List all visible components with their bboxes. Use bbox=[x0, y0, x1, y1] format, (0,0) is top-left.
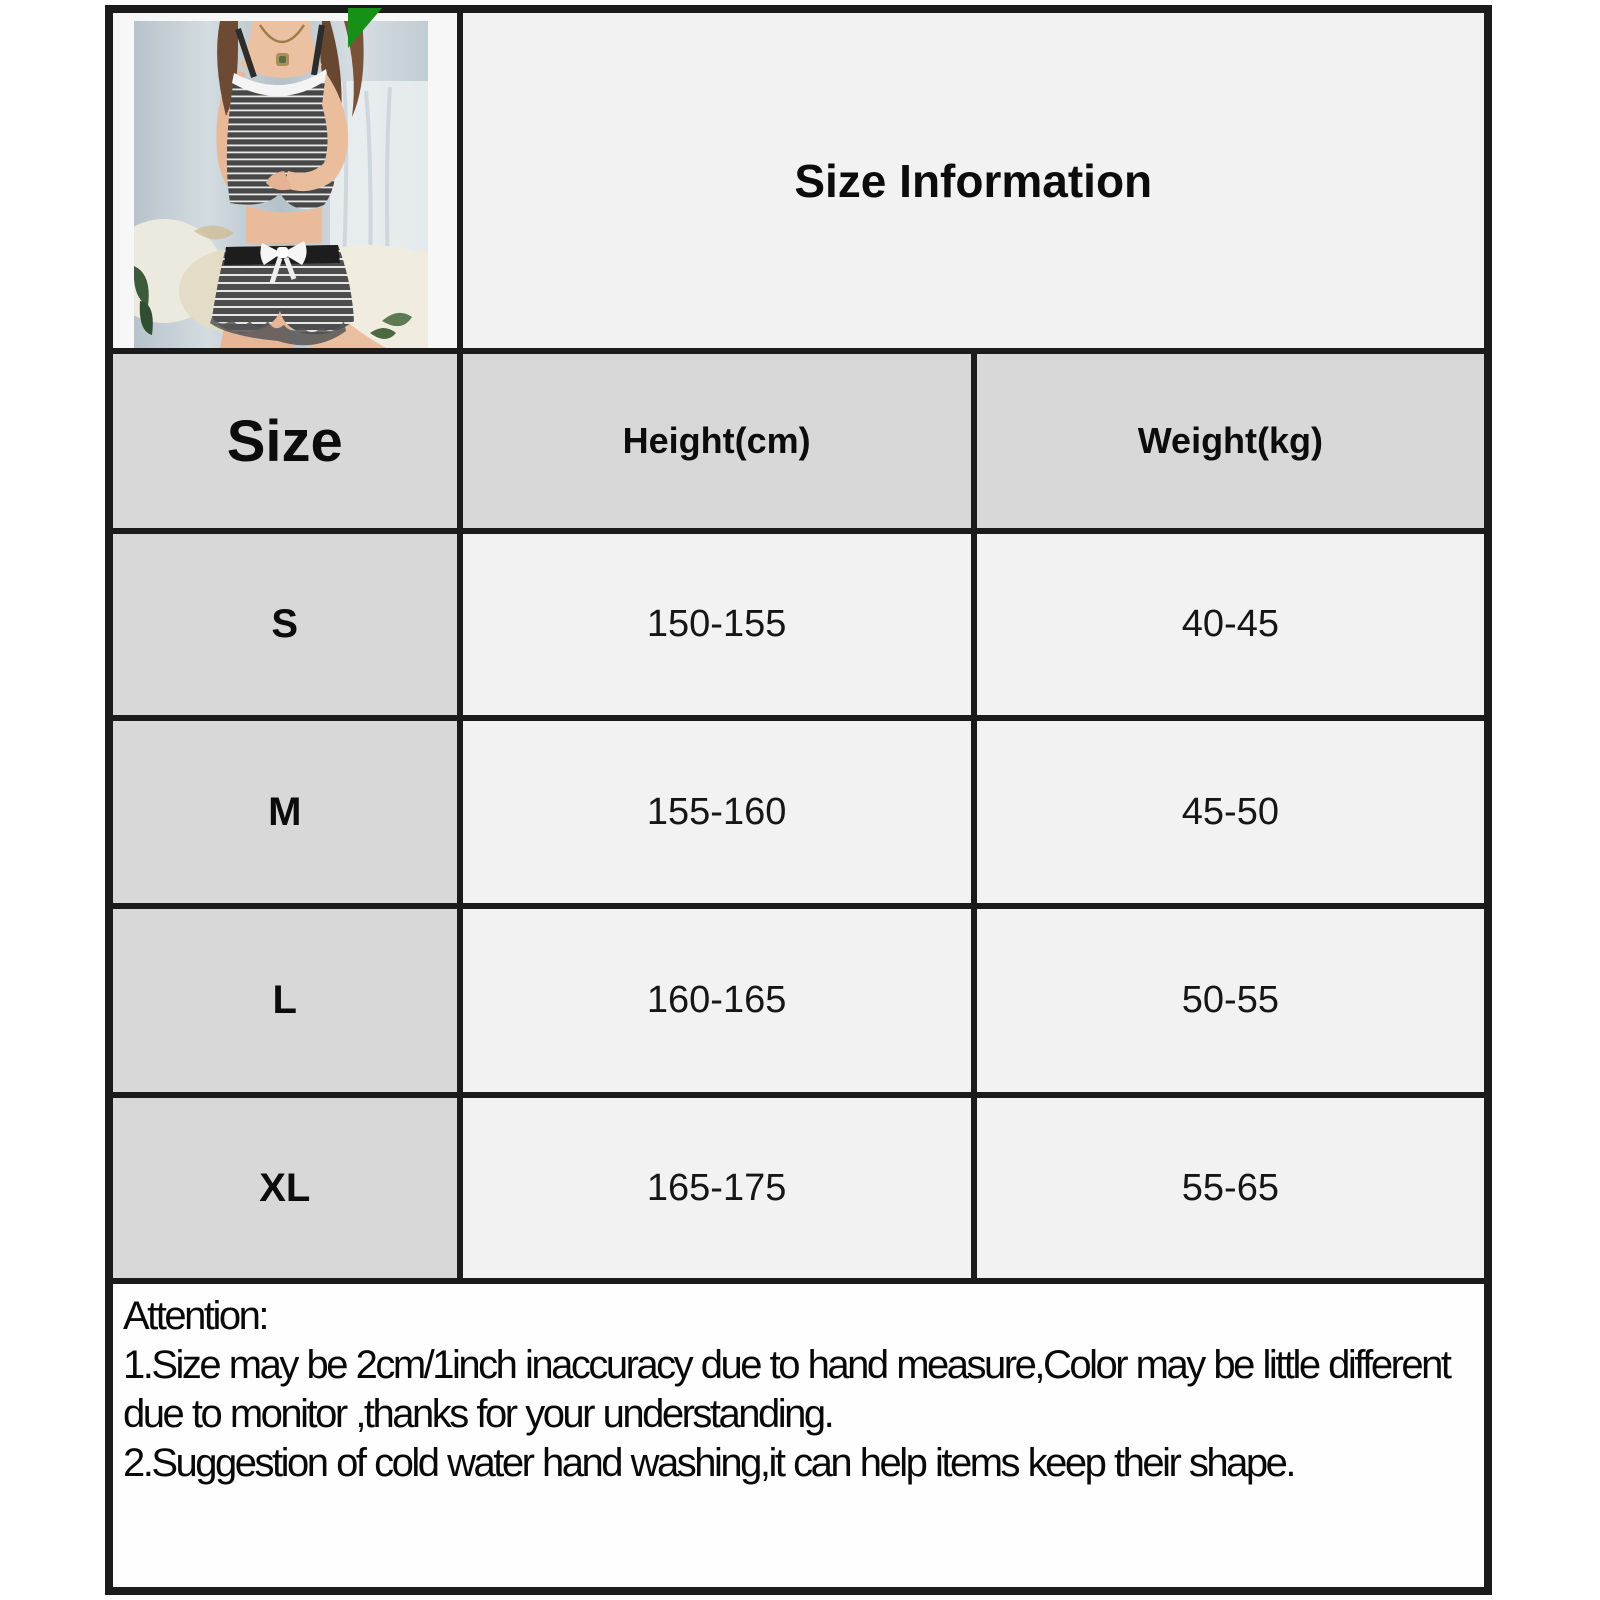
table-row-s bbox=[109, 531, 1488, 718]
size-label-xl: XL bbox=[109, 1095, 460, 1281]
attention-row bbox=[109, 1281, 1488, 1591]
size-information-table bbox=[105, 5, 1492, 1595]
product-photo bbox=[134, 21, 428, 348]
table-row-m bbox=[109, 718, 1488, 906]
column-header-weight: Weight(kg) bbox=[974, 351, 1488, 531]
weight-value-xl: 55-65 bbox=[974, 1095, 1488, 1281]
attention-note-1: 1.Size may be 2cm/1inch inaccuracy due to hand measure,Color may be little different due to monitor ,thanks for your understanding. bbox=[123, 1343, 1450, 1436]
attention-note-2: 2.Suggestion of cold water hand washing,it can help items keep their shape. bbox=[123, 1441, 1294, 1485]
height-value-xl: 165-175 bbox=[460, 1095, 974, 1281]
height-value-l: 160-165 bbox=[460, 906, 974, 1095]
product-photo-cell bbox=[109, 9, 460, 351]
column-header-height: Height(cm) bbox=[460, 351, 974, 531]
table-row-l bbox=[109, 906, 1488, 1095]
size-label-l: L bbox=[109, 906, 460, 1095]
table-row-xl bbox=[109, 1095, 1488, 1281]
attention-cell bbox=[109, 1281, 1488, 1591]
height-value-s: 150-155 bbox=[460, 531, 974, 718]
weight-value-l: 50-55 bbox=[974, 906, 1488, 1095]
size-label-s: S bbox=[109, 531, 460, 718]
weight-value-s: 40-45 bbox=[974, 531, 1488, 718]
table-row bbox=[109, 9, 1488, 351]
title-cell bbox=[460, 9, 1488, 351]
height-value-m: 155-160 bbox=[460, 718, 974, 906]
size-information-title: Size Information bbox=[794, 154, 1153, 207]
size-label-m: M bbox=[109, 718, 460, 906]
attention-heading: Attention: bbox=[123, 1294, 268, 1338]
green-corner-flag-icon bbox=[348, 8, 382, 48]
column-header-size: Size bbox=[109, 351, 460, 531]
weight-value-m: 45-50 bbox=[974, 718, 1488, 906]
table-header-row bbox=[109, 351, 1488, 531]
